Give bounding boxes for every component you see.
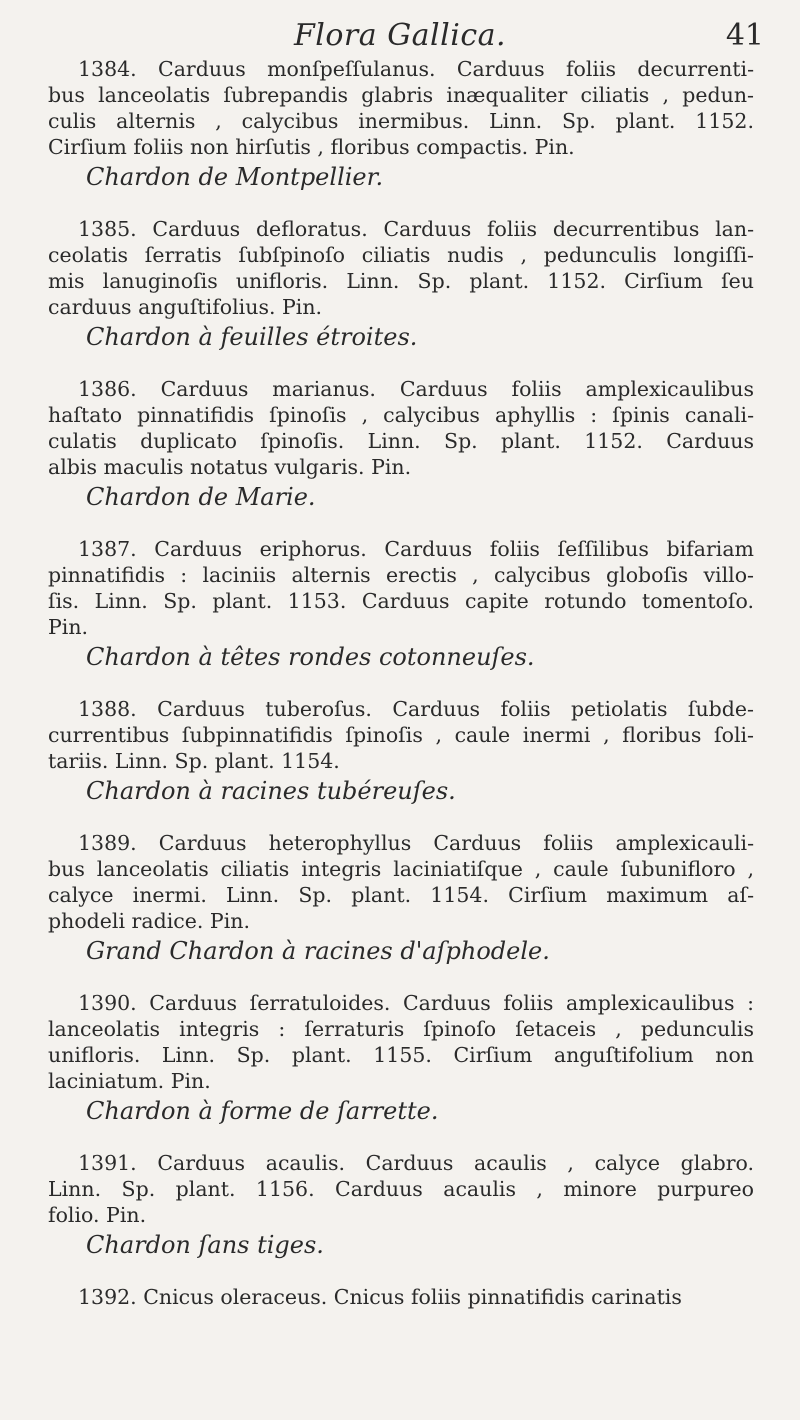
entry-list bbox=[48, 56, 754, 1262]
french-common-name: Chardon à racines tubéreuſes. bbox=[86, 777, 456, 805]
entry-first-line: 1389. Carduus heterophyllus Carduus foliis amplexicauli- bbox=[78, 831, 754, 855]
entry-text-line: folio. Pin. bbox=[48, 1203, 147, 1227]
entry-first-line: 1388. Carduus tuberoſus. Carduus foliis petiolatis ſubde- bbox=[78, 697, 754, 721]
species-entry bbox=[48, 830, 754, 968]
french-common-name: Chardon de Marie. bbox=[86, 483, 316, 511]
entry-text-line: pinnatifidis : laciniis alternis erectis , calycibus globoſis villo- bbox=[48, 563, 754, 587]
entry-text-line: lanceolatis integris : ſerraturis ſpinoſo ſetaceis , pedunculis bbox=[48, 1017, 754, 1041]
entry-text-line: bus lanceolatis ciliatis integris laciniatiſque , caule ſubunifloro , bbox=[48, 857, 754, 881]
entry-text-line: culis alternis , calycibus inermibus. Linn. Sp. plant. 1152. bbox=[48, 109, 754, 133]
species-entry bbox=[48, 536, 754, 674]
entry-text-line: bus lanceolatis ſubrepandis glabris inæqualiter ciliatis , pedun- bbox=[48, 83, 754, 107]
french-common-name: Chardon à forme de ſarrette. bbox=[86, 1097, 439, 1125]
entry-text-line: Pin. bbox=[48, 615, 89, 639]
entry-text-line: currentibus ſubpinnatifidis ſpinoſis , caule inermi , floribus ſoli- bbox=[48, 723, 754, 747]
entry-first-line: 1387. Carduus eriphorus. Carduus foliis ſeſſilibus bifariam bbox=[78, 537, 754, 561]
running-title: Flora Gallica. bbox=[293, 18, 507, 53]
entry-text-line: albis maculis notatus vulgaris. Pin. bbox=[48, 455, 412, 479]
entry-text-line: ceolatis ſerratis ſubſpinoſo ciliatis nudis , pedunculis longiſſi- bbox=[48, 243, 754, 267]
french-common-name: Chardon de Montpellier. bbox=[86, 163, 384, 191]
entry-text-line: carduus anguſtifolius. Pin. bbox=[48, 295, 323, 319]
species-entry bbox=[48, 56, 754, 194]
entry-text-line: laciniatum. Pin. bbox=[48, 1069, 211, 1093]
entry-text-line: tariis. Linn. Sp. plant. 1154. bbox=[48, 749, 340, 773]
entry-first-line: 1386. Carduus marianus. Carduus foliis amplexicaulibus bbox=[78, 377, 754, 401]
entry-first-line: 1390. Carduus ſerratuloides. Carduus foliis amplexicaulibus : bbox=[78, 991, 754, 1015]
entry-text-line: Cirſium foliis non hirſutis , floribus compactis. Pin. bbox=[48, 135, 575, 159]
entry-text-line: culatis duplicato ſpinoſis. Linn. Sp. plant. 1152. Carduus bbox=[48, 429, 754, 453]
entry-text-line: unifloris. Linn. Sp. plant. 1155. Cirſium anguſtifolium non bbox=[48, 1043, 754, 1067]
page-body bbox=[48, 56, 754, 1310]
entry-text-line: Linn. Sp. plant. 1156. Carduus acaulis , minore purpureo bbox=[48, 1177, 754, 1201]
french-common-name: Grand Chardon à racines d'aſphodele. bbox=[86, 937, 550, 965]
species-entry bbox=[48, 990, 754, 1128]
entry-first-line: 1385. Carduus defloratus. Carduus foliis decurrentibus lan- bbox=[78, 217, 754, 241]
entry-first-line: 1384. Carduus monſpeſſulanus. Carduus foliis decurrenti- bbox=[78, 57, 754, 81]
species-entry bbox=[48, 216, 754, 354]
trailing-entry-line: 1392. Cnicus oleraceus. Cnicus foliis pinnatifidis carinatis bbox=[78, 1285, 682, 1309]
species-entry bbox=[48, 1150, 754, 1262]
entry-text-line: phodeli radice. Pin. bbox=[48, 909, 250, 933]
species-entry bbox=[48, 696, 754, 808]
species-entry bbox=[48, 376, 754, 514]
page-number: 41 bbox=[725, 18, 764, 53]
page-header bbox=[0, 14, 800, 58]
entry-first-line: 1391. Carduus acaulis. Carduus acaulis , calyce glabro. bbox=[78, 1151, 754, 1175]
french-common-name: Chardon ſans tiges. bbox=[86, 1231, 324, 1259]
french-common-name: Chardon à feuilles étroites. bbox=[86, 323, 418, 351]
entry-text-line: ſis. Linn. Sp. plant. 1153. Carduus capite rotundo tomentoſo. bbox=[48, 589, 754, 613]
french-common-name: Chardon à têtes rondes cotonneuſes. bbox=[86, 643, 535, 671]
entry-text-line: mis lanuginoſis unifloris. Linn. Sp. plant. 1152. Cirſium ſeu bbox=[48, 269, 754, 293]
entry-text-line: calyce inermi. Linn. Sp. plant. 1154. Cirſium maximum aſ- bbox=[48, 883, 754, 907]
entry-text-line: haſtato pinnatifidis ſpinoſis , calycibus aphyllis : ſpinis canali- bbox=[48, 403, 754, 427]
